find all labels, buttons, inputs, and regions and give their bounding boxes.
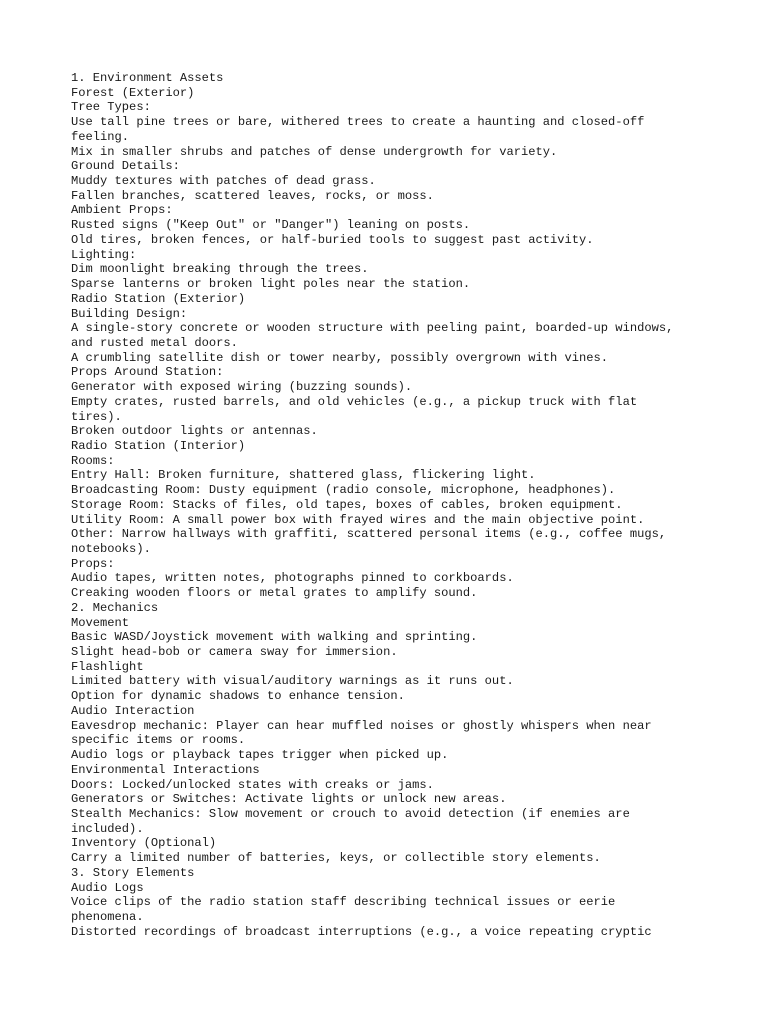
document-line: Broken outdoor lights or antennas. [71, 424, 318, 439]
document-line: Environmental Interactions [71, 762, 260, 777]
document-line: Lighting: [71, 247, 137, 262]
document-line: Flashlight [71, 659, 144, 674]
document-line: Props Around Station: [71, 365, 224, 380]
document-line: Dim moonlight breaking through the trees. [71, 262, 369, 277]
document-line: Ambient Props: [71, 203, 173, 218]
document-line: A crumbling satellite dish or tower nearby, possibly overgrown with vines. [71, 350, 609, 365]
document-line: Fallen branches, scattered leaves, rocks, or moss. [71, 188, 434, 203]
document-line: Empty crates, rusted barrels, and old vehicles (e.g., a pickup truck with flat [71, 394, 638, 409]
document-line: tires). [71, 409, 122, 424]
document-line: Sparse lanterns or broken light poles near the station. [71, 277, 471, 292]
document-line: Storage Room: Stacks of files, old tapes, boxes of cables, broken equipment. [71, 497, 623, 512]
document-line: Other: Narrow hallways with graffiti, scattered personal items (e.g., coffee mugs, [71, 527, 667, 542]
document-line: Forest (Exterior) [71, 85, 195, 100]
document-line: Limited battery with visual/auditory warnings as it runs out. [71, 674, 514, 689]
document-line: Carry a limited number of batteries, keys, or collectible story elements. [71, 851, 601, 866]
document-line: Use tall pine trees or bare, withered trees to create a haunting and closed-off [71, 115, 645, 130]
document-line: Rooms: [71, 453, 115, 468]
document-line: Distorted recordings of broadcast interruptions (e.g., a voice repeating cryptic [71, 924, 652, 939]
document-line: Audio tapes, written notes, photographs pinned to corkboards. [71, 571, 514, 586]
document-line: 2. Mechanics [71, 600, 159, 615]
document-line: specific items or rooms. [71, 733, 246, 748]
document-line: Option for dynamic shadows to enhance tension. [71, 689, 405, 704]
document-line: Creaking wooden floors or metal grates to amplify sound. [71, 586, 478, 601]
document-line: Audio Interaction [71, 703, 195, 718]
document-line: Muddy textures with patches of dead grass. [71, 174, 376, 189]
document-line: Doors: Locked/unlocked states with creaks or jams. [71, 777, 434, 792]
document-line: feeling. [71, 129, 130, 144]
document-line: Basic WASD/Joystick movement with walking and sprinting. [71, 630, 478, 645]
document-line: Utility Room: A small power box with frayed wires and the main objective point. [71, 512, 645, 527]
document-line: Inventory (Optional) [71, 836, 217, 851]
document-line: 3. Story Elements [71, 865, 195, 880]
document-line: Radio Station (Exterior) [71, 291, 246, 306]
document-line: Generators or Switches: Activate lights or unlock new areas. [71, 792, 507, 807]
document-line: A single-story concrete or wooden structure with peeling paint, boarded-up windows, [71, 321, 674, 336]
document-line: Entry Hall: Broken furniture, shattered glass, flickering light. [71, 468, 536, 483]
document-line: Tree Types: [71, 100, 151, 115]
document-line: Mix in smaller shrubs and patches of dense undergrowth for variety. [71, 144, 558, 159]
document-line: phenomena. [71, 909, 144, 924]
document-line: Slight head-bob or camera sway for immersion. [71, 645, 398, 660]
document-line: Rusted signs ("Keep Out" or "Danger") leaning on posts. [71, 218, 471, 233]
document-line: Audio logs or playback tapes trigger when picked up. [71, 748, 449, 763]
document-line: Old tires, broken fences, or half-buried tools to suggest past activity. [71, 232, 594, 247]
document-line: Radio Station (Interior) [71, 438, 246, 453]
document-line: Audio Logs [71, 880, 144, 895]
document-line: Stealth Mechanics: Slow movement or crouch to avoid detection (if enemies are [71, 806, 630, 821]
document-body [71, 71, 711, 939]
document-line: notebooks). [71, 542, 151, 556]
document-line: Broadcasting Room: Dusty equipment (radio console, microphone, headphones). [71, 483, 616, 498]
document-line: Movement [71, 615, 130, 630]
document-line: Props: [71, 556, 115, 571]
document-line: and rusted metal doors. [71, 335, 238, 350]
document-line: Voice clips of the radio station staff describing technical issues or eerie [71, 895, 616, 910]
document-line: Eavesdrop mechanic: Player can hear muffled noises or ghostly whispers when near [71, 718, 652, 733]
document-line: Ground Details: [71, 159, 180, 174]
document-line: included). [71, 821, 144, 836]
document-line: Generator with exposed wiring (buzzing sounds). [71, 380, 413, 395]
document-line: Building Design: [71, 306, 188, 321]
document-line: 1. Environment Assets [71, 71, 224, 85]
